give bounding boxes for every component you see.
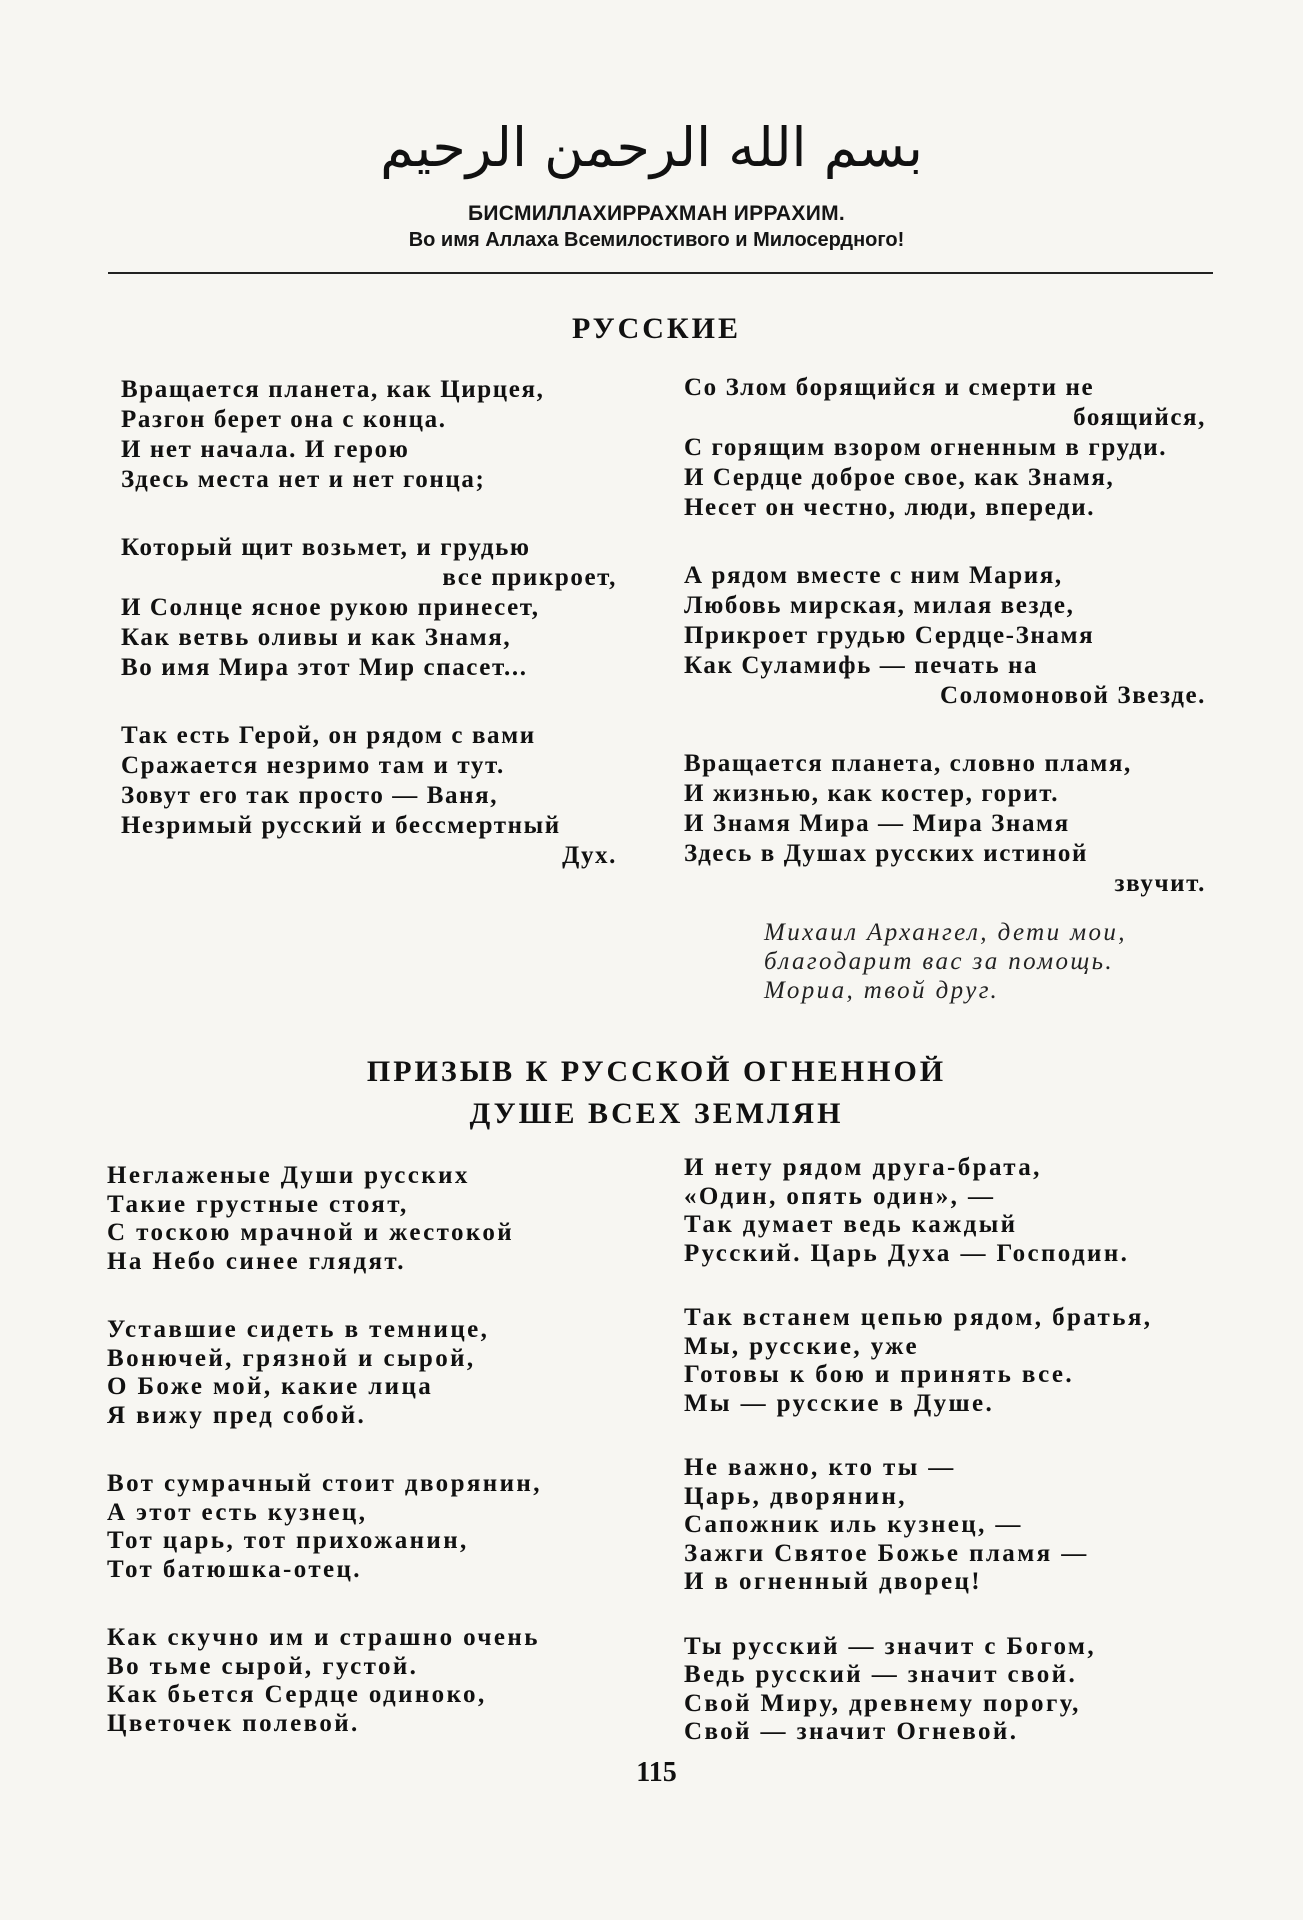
poem1-right-column [684, 373, 1206, 899]
signature-line: Михаил Архангел, дети мои, [764, 919, 1127, 946]
verse-line: Разгон берет она с конца. [121, 406, 447, 433]
poem1-title: РУССКИЕ [571, 312, 742, 345]
bismillah-translation: Во имя Аллаха Всемилостивого и Милосердного! [408, 229, 905, 251]
verse-line: звучит. [1114, 870, 1206, 897]
verse-line: А этот есть кузнец, [107, 1498, 368, 1526]
verse-line: И Сердце доброе свое, как Знамя, [684, 464, 1115, 491]
header-divider [108, 272, 1213, 274]
verse-line: Я вижу пред собой. [107, 1401, 367, 1429]
bismillah-transliteration: БИСМИЛЛАХИРРАХМАН ИРРАХИМ. [467, 202, 846, 225]
stanza [684, 561, 1206, 711]
verse-line: С тоскою мрачной и жестокой [107, 1219, 515, 1246]
verse-line: Дух. [562, 842, 617, 869]
verse-line: боящийся, [1073, 404, 1206, 431]
verse-line: И Знамя Мира — Мира Знамя [684, 810, 1070, 837]
verse-line: Цветочек полевой. [107, 1709, 360, 1737]
verse-line: Прикроет грудью Сердце-Знамя [684, 622, 1095, 649]
stanza [107, 1470, 607, 1584]
page-number: 115 [636, 1757, 677, 1788]
arabic-calligraphy: بسم الله الرحمن الرحيم [380, 116, 923, 179]
verse-line: Готовы к бою и принять все. [684, 1361, 1075, 1388]
verse-line: Такие грустные стоят, [107, 1190, 409, 1218]
verse-line: Сапожник иль кузнец, — [684, 1511, 1023, 1538]
verse-line: Соломоновой Звезде. [939, 682, 1206, 709]
verse-line: Так встанем цепью рядом, братья, [684, 1304, 1153, 1331]
verse-line: И жизнью, как костер, горит. [684, 780, 1060, 807]
stanza [684, 1304, 1206, 1418]
signature-line: благодарит вас за помощь. [764, 948, 1115, 975]
verse-line: Не важно, кто ты — [684, 1454, 956, 1481]
stanza [684, 373, 1206, 523]
stanza [121, 721, 617, 871]
verse-line: И нету рядом друга-брата, [684, 1154, 1042, 1181]
poem2-title-line: ПРИЗЫВ К РУССКОЙ ОГНЕННОЙ [366, 1055, 947, 1088]
verse-line: Любовь мирская, милая везде, [684, 592, 1075, 619]
verse-line: Как скучно им и страшно очень [107, 1624, 540, 1651]
verse-line: «Один, опять один», — [684, 1182, 996, 1210]
verse-line: Ведь русский — значит свой. [684, 1661, 1078, 1688]
verse-line: Как Суламифь — печать на [684, 652, 1039, 679]
stanza [107, 1624, 607, 1738]
stanza [121, 375, 617, 495]
verse-line: И Солнце ясное рукою принесет, [121, 594, 540, 621]
poem2-left-column [107, 1162, 607, 1738]
verse-line: О Боже мой, какие лица [107, 1373, 434, 1400]
verse-line: Несет он честно, люди, впереди. [684, 494, 1096, 521]
verse-line: А рядом вместе с ним Мария, [684, 562, 1063, 589]
verse-line: Зовут его так просто — Ваня, [121, 782, 499, 809]
verse-line: Уставшие сидеть в темнице, [107, 1316, 490, 1343]
verse-line: Вращается планета, словно пламя, [684, 750, 1132, 777]
verse-line: С горящим взором огненным в груди. [684, 434, 1168, 461]
verse-line: Вонючей, грязной и сырой, [107, 1344, 476, 1372]
verse-line: Царь, дворянин, [684, 1482, 907, 1510]
verse-line: Неглаженые Души русских [107, 1162, 470, 1189]
verse-line: Здесь места нет и нет гонца; [121, 466, 486, 493]
signature-line: Мориа, твой друг. [764, 977, 1000, 1004]
poem2-title [0, 1051, 1303, 1135]
verse-line: Который щит возьмет, и грудью [121, 534, 531, 561]
poem1-signature [764, 918, 1204, 1005]
verse-line: Вращается планета, как Цирцея, [121, 376, 545, 403]
verse-line: Свой — значит Огневой. [684, 1718, 1019, 1745]
verse-line: На Небо синее глядят. [107, 1247, 406, 1275]
verse-line: Во имя Мира этот Мир спасет... [121, 654, 528, 681]
poem2-title-line: ДУШЕ ВСЕХ ЗЕМЛЯН [469, 1097, 844, 1130]
poem1-left-column [121, 375, 617, 871]
verse-line: все прикроет, [442, 564, 617, 591]
verse-line: Мы, русские, уже [684, 1332, 919, 1360]
verse-line: Во тьме сырой, густой. [107, 1652, 419, 1680]
verse-line: Зажги Святое Божье пламя — [684, 1539, 1089, 1567]
stanza [684, 1154, 1206, 1268]
verse-line: Русский. Царь Духа — Господин. [684, 1239, 1130, 1267]
verse-line: Мы — русские в Душе. [684, 1389, 995, 1417]
poem2-right-column [684, 1154, 1206, 1747]
verse-line: Сражается незримо там и тут. [121, 752, 505, 779]
stanza [684, 1454, 1206, 1597]
stanza [684, 749, 1206, 899]
verse-line: Незримый русский и бессмертный [121, 812, 561, 839]
verse-line: Вот сумрачный стоит дворянин, [107, 1470, 542, 1497]
verse-line: И в огненный дворец! [684, 1568, 982, 1595]
stanza [684, 1633, 1206, 1747]
verse-line: Со Злом борящийся и смерти не [684, 374, 1095, 401]
stanza [107, 1162, 607, 1276]
verse-line: Так думает ведь каждый [684, 1211, 1018, 1238]
verse-line: Как ветвь оливы и как Знамя, [121, 624, 512, 651]
verse-line: Тот батюшка-отец. [107, 1555, 362, 1583]
verse-line: Свой Миру, древнему порогу, [684, 1689, 1081, 1717]
verse-line: И нет начала. И герою [121, 436, 410, 463]
verse-line: Тот царь, тот прихожанин, [107, 1527, 469, 1554]
verse-line: Здесь в Душах русских истиной [684, 840, 1088, 867]
verse-line: Как бьется Сердце одиноко, [107, 1681, 487, 1708]
stanza [121, 533, 617, 683]
verse-line: Так есть Герой, он рядом с вами [121, 722, 536, 749]
stanza [107, 1316, 607, 1430]
verse-line: Ты русский — значит с Богом, [684, 1632, 1096, 1660]
